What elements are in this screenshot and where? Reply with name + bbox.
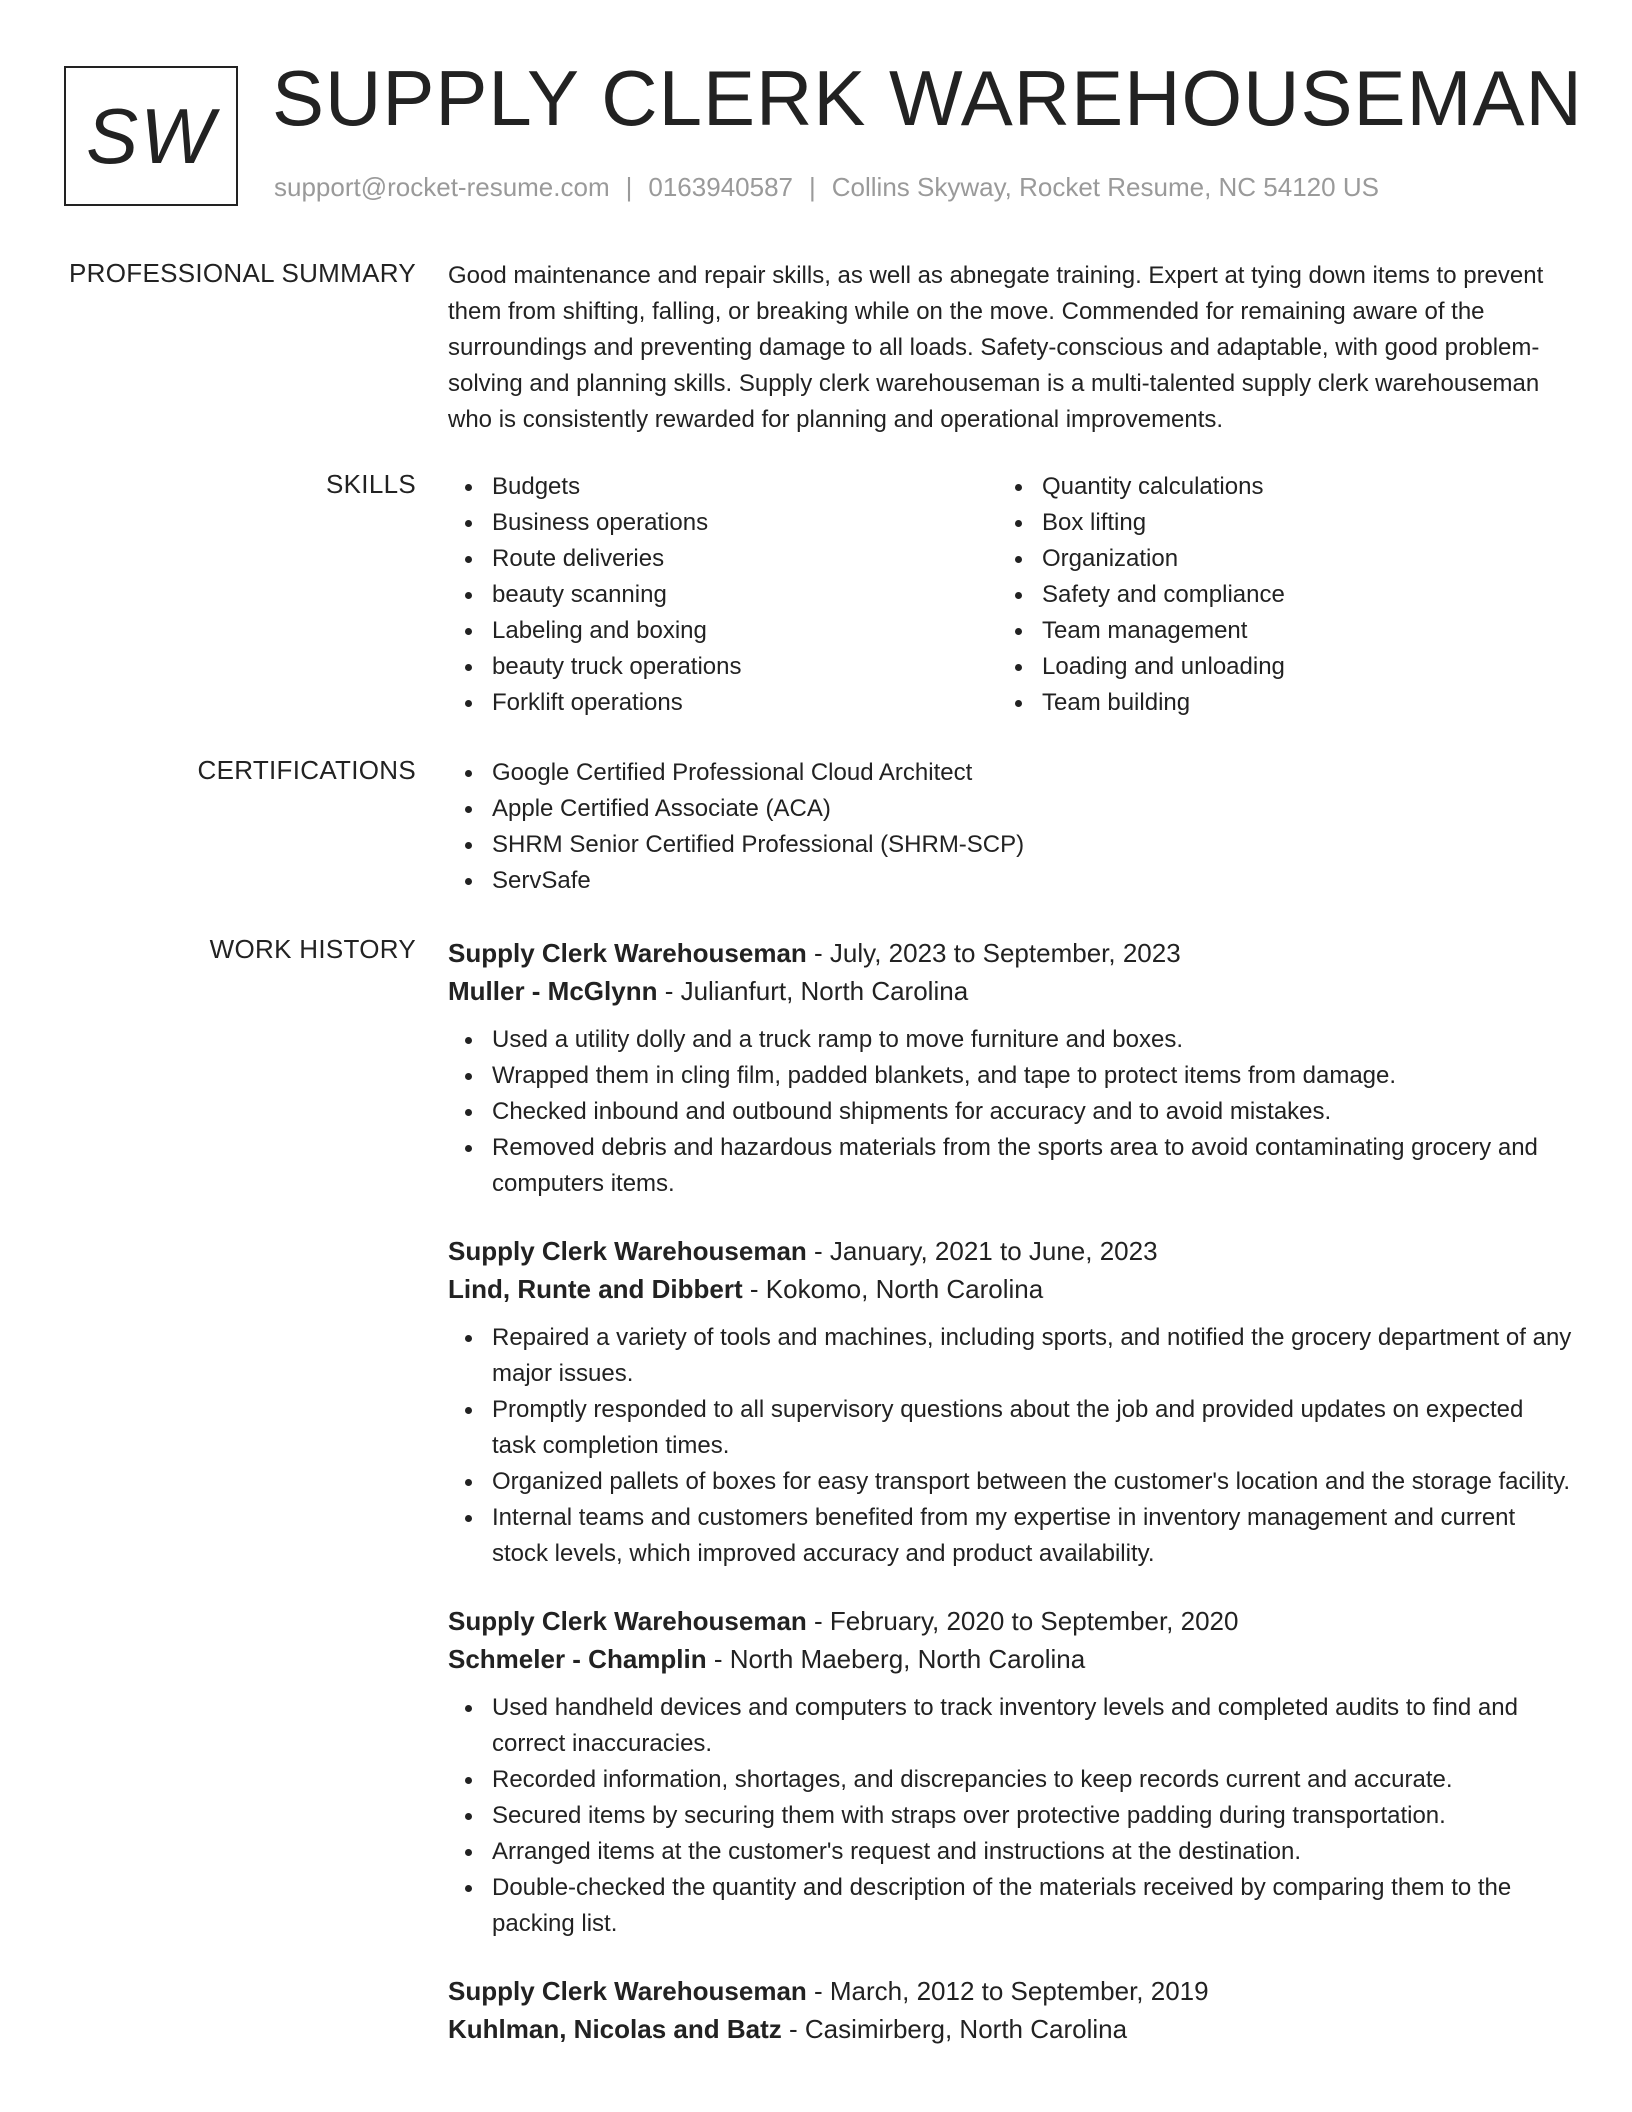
job-location: - Kokomo, North Carolina — [742, 1274, 1044, 1304]
job-duty-item: Recorded information, shortages, and discrepancies to keep records current and accurate. — [448, 1762, 1572, 1798]
contact-address: Collins Skyway, Rocket Resume, NC 54120 US — [831, 172, 1379, 202]
job-duty-item: Promptly responded to all supervisory questions about the job and provided updates on expected task completion times. — [448, 1392, 1572, 1464]
job-company-line — [448, 972, 1572, 1010]
skills-list-right — [998, 469, 1548, 721]
skill-item: beauty truck operations — [448, 649, 998, 685]
skill-item: Box lifting — [998, 505, 1548, 541]
monogram-text: SW — [86, 91, 216, 180]
contact-line — [274, 172, 1379, 203]
certifications-list — [448, 755, 1572, 899]
job-company: Kuhlman, Nicolas and Batz — [448, 2014, 782, 2044]
section-heading-work-history: WORK HISTORY — [209, 934, 416, 964]
certifications-body — [448, 755, 1572, 899]
contact-email[interactable]: support@rocket-resume.com — [274, 172, 610, 202]
contact-phone[interactable]: 0163940587 — [648, 172, 793, 202]
job-duty-item: Used a utility dolly and a truck ramp to move furniture and boxes. — [448, 1022, 1572, 1058]
job-title-line — [448, 1602, 1572, 1640]
skill-item: Forklift operations — [448, 685, 998, 721]
job-duties-list — [448, 1022, 1572, 1202]
skill-item: Safety and compliance — [998, 577, 1548, 613]
job-location: - Casimirberg, North Carolina — [781, 2014, 1128, 2044]
certification-item: Apple Certified Associate (ACA) — [448, 791, 1572, 827]
job-title-line — [448, 1232, 1572, 1270]
job-company-line — [448, 2010, 1572, 2048]
certification-item: SHRM Senior Certified Professional (SHRM-SCP) — [448, 827, 1572, 863]
job-location: - Julianfurt, North Carolina — [657, 976, 969, 1006]
job-company-line — [448, 1270, 1572, 1308]
job-company: Muller - McGlynn — [448, 976, 658, 1006]
skill-item: Team management — [998, 613, 1548, 649]
skills-grid — [448, 469, 1572, 721]
job-dates: - February, 2020 to September, 2020 — [806, 1606, 1239, 1636]
job-dates: - July, 2023 to September, 2023 — [806, 938, 1181, 968]
skill-item: Budgets — [448, 469, 998, 505]
job-duty-item: Double-checked the quantity and description of the materials received by comparing them to the packing list. — [448, 1870, 1572, 1942]
contact-separator: | — [625, 172, 633, 202]
job-title-line — [448, 934, 1572, 972]
job-entry — [448, 1972, 1572, 2048]
job-title: Supply Clerk Warehouseman — [448, 1606, 807, 1636]
skill-item: Quantity calculations — [998, 469, 1548, 505]
job-title: Supply Clerk Warehouseman — [448, 1236, 807, 1266]
job-company: Lind, Runte and Dibbert — [448, 1274, 743, 1304]
job-duty-item: Checked inbound and outbound shipments for accuracy and to avoid mistakes. — [448, 1094, 1572, 1130]
job-duty-item: Arranged items at the customer's request and instructions at the destination. — [448, 1834, 1572, 1870]
job-dates: - January, 2021 to June, 2023 — [806, 1236, 1158, 1266]
candidate-name: SUPPLY CLERK WAREHOUSEMAN — [272, 54, 1583, 142]
job-duty-item: Repaired a variety of tools and machines, including sports, and notified the grocery department of any major issues. — [448, 1320, 1572, 1392]
section-heading-skills: SKILLS — [326, 469, 416, 499]
job-duty-item: Organized pallets of boxes for easy transport between the customer's location and the storage facility. — [448, 1464, 1572, 1500]
skill-item: Route deliveries — [448, 541, 998, 577]
contact-separator: | — [809, 172, 816, 202]
certification-item: ServSafe — [448, 863, 1572, 899]
certification-item: Google Certified Professional Cloud Architect — [448, 755, 1572, 791]
job-company-line — [448, 1640, 1572, 1678]
skill-item: beauty scanning — [448, 577, 998, 613]
section-heading-summary: PROFESSIONAL SUMMARY — [69, 258, 416, 288]
job-duty-item: Used handheld devices and computers to track inventory levels and completed audits to find and correct inaccuracies. — [448, 1690, 1572, 1762]
job-duties-list — [448, 1320, 1572, 1572]
job-entry — [448, 934, 1572, 1202]
skill-item: Loading and unloading — [998, 649, 1548, 685]
skill-item: Labeling and boxing — [448, 613, 998, 649]
job-entry — [448, 1232, 1572, 1572]
job-duties-list — [448, 1690, 1572, 1942]
monogram-logo — [64, 66, 238, 206]
job-company: Schmeler - Champlin — [448, 1644, 707, 1674]
skill-item: Organization — [998, 541, 1548, 577]
job-duty-item: Wrapped them in cling film, padded blankets, and tape to protect items from damage. — [448, 1058, 1572, 1094]
skills-body — [448, 469, 1572, 721]
job-entry — [448, 1602, 1572, 1942]
job-title: Supply Clerk Warehouseman — [448, 1976, 807, 2006]
job-title: Supply Clerk Warehouseman — [448, 938, 807, 968]
job-dates: - March, 2012 to September, 2019 — [806, 1976, 1209, 2006]
skill-item: Business operations — [448, 505, 998, 541]
summary-text: Good maintenance and repair skills, as well as abnegate training. Expert at tying down items to prevent them from shifting, falling, or breaking while on the move. Commended for remaining aware of the surroundings and preventing damage to all loads. Safety-conscious and adaptable, with good problem-solving and planning skills. Supply clerk warehouseman is a multi-talented supply clerk warehouseman who is consistently rewarded for planning and operational improvements. — [448, 262, 1544, 433]
job-duty-item: Secured items by securing them with straps over protective padding during transportation. — [448, 1798, 1572, 1834]
job-location: - North Maeberg, North Carolina — [706, 1644, 1086, 1674]
section-heading-certifications: CERTIFICATIONS — [197, 755, 416, 785]
work-history-body — [448, 934, 1572, 2078]
skill-item: Team building — [998, 685, 1548, 721]
job-title-line — [448, 1972, 1572, 2010]
job-duty-item: Internal teams and customers benefited from my expertise in inventory management and current stock levels, which improved accuracy and product availability. — [448, 1500, 1572, 1572]
summary-body — [448, 258, 1572, 438]
skills-list-left — [448, 469, 998, 721]
job-duty-item: Removed debris and hazardous materials from the sports area to avoid contaminating grocery and computers items. — [448, 1130, 1572, 1202]
